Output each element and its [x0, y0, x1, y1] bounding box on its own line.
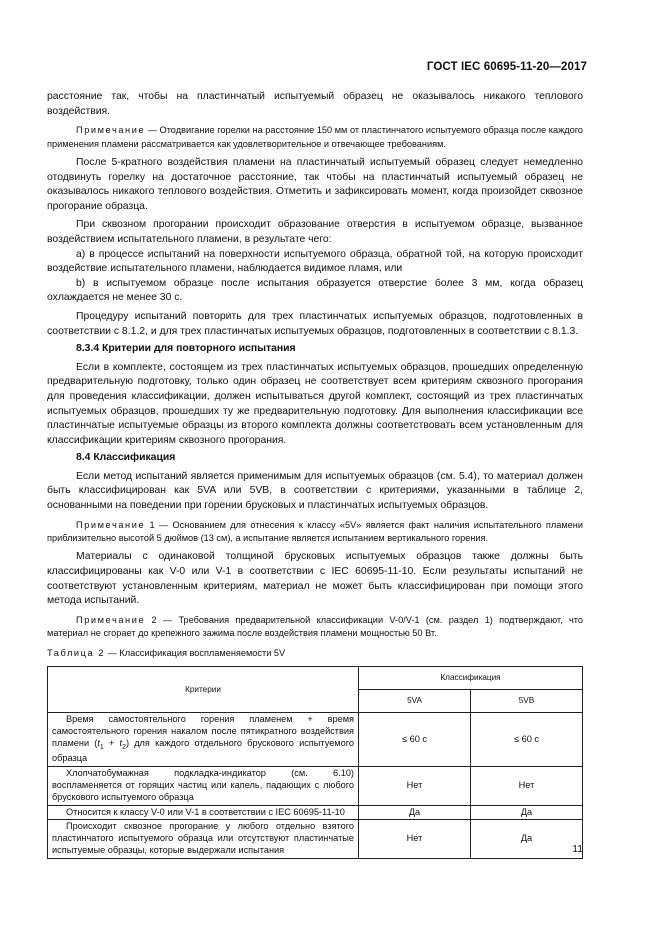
list-item-b: b) в испытуемом образце после испытания образуется отверстие более 3 мм, когда образец охлаждается не менее 30 с. [47, 277, 583, 304]
table-header-5vb: 5VB [471, 690, 583, 713]
section-heading-8-3-4: 8.3.4 Критерии для повторного испытания [76, 343, 296, 355]
document-header: ГОСТ IEC 60695-11-20—2017 [426, 61, 587, 73]
table-cell: ≤ 60 с [471, 713, 583, 767]
paragraph: расстояние так, чтобы на пластинчатый испытуемый образец не оказывалось никакого теплового воздействия. [47, 91, 583, 117]
table-cell-criteria: Происходит сквозное прогорание у любого отдельно взятого пластинчатого испытуемого образца или отсутствуют пластинчатые испытуемые образцы, которые выдержали испытания [48, 820, 359, 858]
table-cell: Да [471, 820, 583, 858]
table-cell: Нет [359, 767, 471, 805]
paragraph: Материалы с одинаковой толщиной брусковых испытуемых образцов также должны быть классифицированы как V-0 или V-1 в соответствии с IEC 60695-11-10. Если результаты испытаний не соответствуют установленным критериям, материал не может быть классифицирован при помощи этого метода испытаний. [47, 551, 583, 607]
paragraph: Если метод испытаний является применимым для испытуемых образцов (см. 5.4), то материал должен быть классифицирован как 5VA или 5VB, в соответствии с критериями, указанными в таблице 2, основанными на поведении при горении брусковых и пластинчатых испытуемых образцов. [47, 470, 583, 512]
table-cell: Нет [359, 820, 471, 858]
table-row [48, 713, 583, 767]
list-item-a: а) в процессе испытаний на поверхности испытуемого образца, обратной той, на которую происходит воздействие испытательного пламени, наблюдается видимое пламя, или [47, 248, 583, 275]
table-caption: Таблица 2 — Классификация воспламеняемости 5V [47, 647, 286, 658]
table-cell: ≤ 60 с [359, 713, 471, 767]
page-body [47, 90, 583, 859]
table-cell: Да [471, 805, 583, 820]
section-heading-8-4: 8.4 Классификация [76, 452, 176, 464]
page-number: 11 [572, 844, 583, 855]
paragraph: Процедуру испытаний повторить для трех пластинчатых испытуемых образцов, подготовленных в соответствии с 8.1.2, и для трех пластинчатых испытуемых образцов, подготовленных в соответствии с 8.1.3. [47, 310, 583, 337]
note-2: Примечание 1 — Основанием для отнесения к классу «5V» является факт наличия испытательного пламени приблизительно высотой 5 дюймов (13 см), а испытание является испытанием вертикального горения. [47, 519, 583, 544]
table-header-classification: Классификация [359, 667, 583, 690]
table-row [48, 805, 583, 820]
note-3: Примечание 2 — Требования предварительной классификации V-0/V-1 (см. раздел 1) подтверждают, что материал не сгорает до крепежного зажима после воздействия пламени мощностью 50 Вт. [47, 614, 583, 639]
note-label: Примечание [76, 614, 146, 625]
paragraph: После 5-кратного воздействия пламени на пластинчатый испытуемый образец следует немедленно отодвинуть горелку на достаточное расстояние, так чтобы на пластинчатый испытуемый образец не оказывалось никакого теплового воздействия. Отметить и зафиксировать момент, когда произойдет сквозное прогорание образца. [47, 157, 583, 212]
table-cell: Да [359, 805, 471, 820]
paragraph: Если в комплекте, состоящем из трех пластинчатых испытуемых образцов, прошедших определенную предварительную подготовку, только один образец не соответствует всем критериям сквозного прогорания для проведения классификации, должен испытываться другой комплект, состоящий из трех пластинчатых испытуемых образцов, прошедших ту же предварительную подготовку. Для выполнения классификации все пластинчатые испытуемые образцы из второго комплекта должны соответствовать всем установленным для классификации критериям сквозного прогорания. [47, 361, 583, 446]
paragraph: При сквозном прогорании происходит образование отверстия в испытуемом образце, вызванное воздействием испытательного пламени, в результате чего: [47, 219, 583, 245]
note-label: Примечание [76, 519, 146, 530]
table-cell: Нет [471, 767, 583, 805]
table-row [48, 767, 583, 805]
table-header-5va: 5VA [359, 690, 471, 713]
note-label: Примечание [76, 125, 146, 136]
table-header-criteria: Критерии [48, 667, 359, 713]
classification-table [47, 666, 583, 859]
table-cell-criteria: Относится к классу V-0 или V-1 в соответствии с IEC 60695-11-10 [48, 805, 359, 820]
note-1: Примечание — Отодвигание горелки на расстояние 150 мм от пластинчатого испытуемого образца после каждого применения пламени рассматривается как удовлетворительное и отвечающее требованиям. [47, 125, 583, 149]
table-cell-criteria: Время самостоятельного горения пламенем + время самостоятельного горения накалом после пятикратного воздействия пламени $(t_1 + t_2)$ для каждого отдельного брускового испытуемого образца [48, 713, 359, 767]
table-cell-criteria: Хлопчатобумажная подкладка-индикатор (см. 6.10) воспламеняется от горящих частиц или капель, падающих с любого брускового испытуемого образца [48, 767, 359, 805]
